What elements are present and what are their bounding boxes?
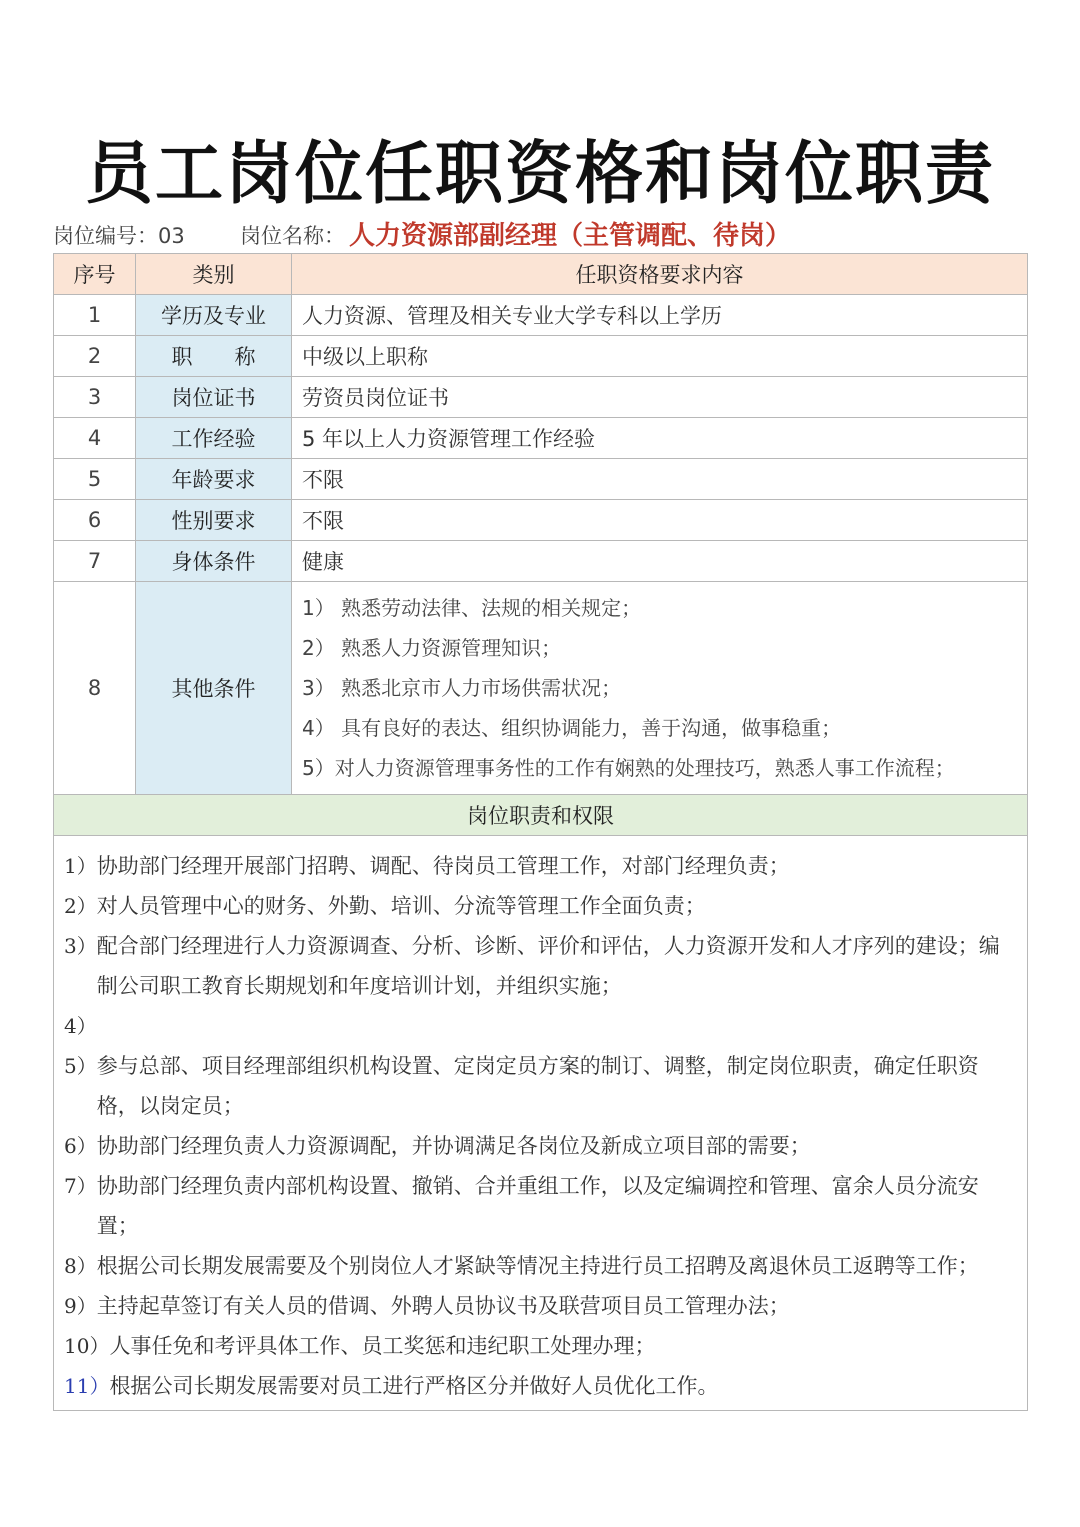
duty-number: 10）	[64, 1334, 110, 1358]
duty-number: 6）	[64, 1134, 97, 1158]
header-category: 类别	[136, 254, 292, 295]
row-content: 不限	[292, 500, 1028, 541]
row-category: 年龄要求	[136, 459, 292, 500]
row-content: 不限	[292, 459, 1028, 500]
other-conditions	[292, 582, 1028, 795]
row-content: 5 年以上人力资源管理工作经验	[292, 418, 1028, 459]
duty-item	[64, 1126, 1019, 1166]
duty-item	[64, 1286, 1019, 1326]
duty-number: 9）	[64, 1294, 97, 1318]
row-content: 中级以上职称	[292, 336, 1028, 377]
row-category: 岗位证书	[136, 377, 292, 418]
table-row	[54, 541, 1028, 582]
table-row	[54, 418, 1028, 459]
duty-text	[97, 1006, 1019, 1046]
duty-text: 人事任免和考评具体工作、员工奖惩和违纪职工处理办理；	[109, 1334, 656, 1358]
duty-text: 配合部门经理进行人力资源调查、分析、诊断、评价和评估，人力资源开发和人才序列的建设；编制公司职工教育长期规划和年度培训计划，并组织实施；	[96, 934, 1000, 998]
duty-item	[64, 886, 1019, 926]
row-no: 6	[54, 500, 136, 541]
row-category: 职 称	[136, 336, 292, 377]
qualification-table	[53, 253, 1028, 1411]
table-row	[54, 336, 1028, 377]
table-row	[54, 459, 1028, 500]
duty-number: 4）	[64, 1014, 97, 1038]
duty-text: 参与总部、项目经理部组织机构设置、定岗定员方案的制订、调整，制定岗位职责，确定任职资格，以岗定员；	[96, 1054, 979, 1118]
duty-number: 11）	[64, 1374, 110, 1398]
duties-row	[54, 836, 1028, 1411]
other-condition-item: 3） 熟悉北京市人力市场供需状况；	[302, 676, 622, 700]
other-condition-item: 4） 具有良好的表达、组织协调能力，善于沟通，做事稳重；	[302, 716, 842, 740]
row-category: 其他条件	[136, 582, 292, 795]
row-content: 劳资员岗位证书	[292, 377, 1028, 418]
duty-number: 7）	[64, 1174, 97, 1198]
row-content: 人力资源、管理及相关专业大学专科以上学历	[292, 295, 1028, 336]
duty-item	[64, 1246, 1019, 1286]
duties-heading: 岗位职责和权限	[54, 795, 1028, 836]
duty-text: 主持起草签订有关人员的借调、外聘人员协议书及联营项目员工管理办法；	[96, 1294, 790, 1318]
page-title: 员工岗位任职资格和岗位职责	[84, 135, 995, 214]
row-category: 学历及专业	[136, 295, 292, 336]
duties-list	[54, 836, 1028, 1411]
row-no: 5	[54, 459, 136, 500]
header-no: 序号	[54, 254, 136, 295]
row-category: 身体条件	[136, 541, 292, 582]
duties-heading-row	[54, 795, 1028, 836]
duty-number: 8）	[64, 1254, 97, 1278]
position-name-value: 人力资源部副经理（主管调配、待岗）	[349, 221, 792, 251]
duty-item	[64, 846, 1019, 886]
duty-number: 1）	[64, 854, 97, 878]
duty-text: 协助部门经理开展部门招聘、调配、待岗员工管理工作，对部门经理负责；	[96, 854, 790, 878]
other-condition-item: 1） 熟悉劳动法律、法规的相关规定；	[302, 596, 642, 620]
table-row	[54, 295, 1028, 336]
position-meta	[53, 220, 1028, 254]
row-no: 3	[54, 377, 136, 418]
row-category: 工作经验	[136, 418, 292, 459]
duty-item	[64, 926, 1019, 1006]
duty-text: 协助部门经理负责内部机构设置、撤销、合并重组工作，以及定编调控和管理、富余人员分流安置；	[96, 1174, 979, 1238]
row-category: 性别要求	[136, 500, 292, 541]
duty-number: 2）	[64, 894, 97, 918]
row-content: 健康	[292, 541, 1028, 582]
table-row-other	[54, 582, 1028, 795]
duty-text: 对人员管理中心的财务、外勤、培训、分流等管理工作全面负责；	[96, 894, 706, 918]
duty-text: 根据公司长期发展需要及个别岗位人才紧缺等情况主持进行员工招聘及离退休员工返聘等工作；	[96, 1254, 979, 1278]
row-no: 8	[54, 582, 136, 795]
table-row	[54, 500, 1028, 541]
duty-item	[64, 1166, 1019, 1246]
row-no: 4	[54, 418, 136, 459]
duty-item	[64, 1366, 1019, 1406]
duty-item	[64, 1326, 1019, 1366]
other-condition-item: 5）对人力资源管理事务性的工作有娴熟的处理技巧，熟悉人事工作流程；	[302, 756, 955, 780]
position-code: 岗位编号：03	[53, 224, 185, 248]
table-row	[54, 377, 1028, 418]
other-condition-item: 2） 熟悉人力资源管理知识；	[302, 636, 562, 660]
position-name-label: 岗位名称：	[240, 224, 345, 248]
duty-number: 5）	[64, 1054, 97, 1078]
header-content: 任职资格要求内容	[292, 254, 1028, 295]
duty-number: 3）	[64, 934, 97, 958]
row-no: 7	[54, 541, 136, 582]
row-no: 1	[54, 295, 136, 336]
duty-item	[64, 1006, 1019, 1046]
row-no: 2	[54, 336, 136, 377]
duty-item	[64, 1046, 1019, 1126]
table-header-row	[54, 254, 1028, 295]
duty-text: 根据公司长期发展需要对员工进行严格区分并做好人员优化工作。	[109, 1374, 719, 1398]
duty-text: 协助部门经理负责人力资源调配，并协调满足各岗位及新成立项目部的需要；	[96, 1134, 811, 1158]
